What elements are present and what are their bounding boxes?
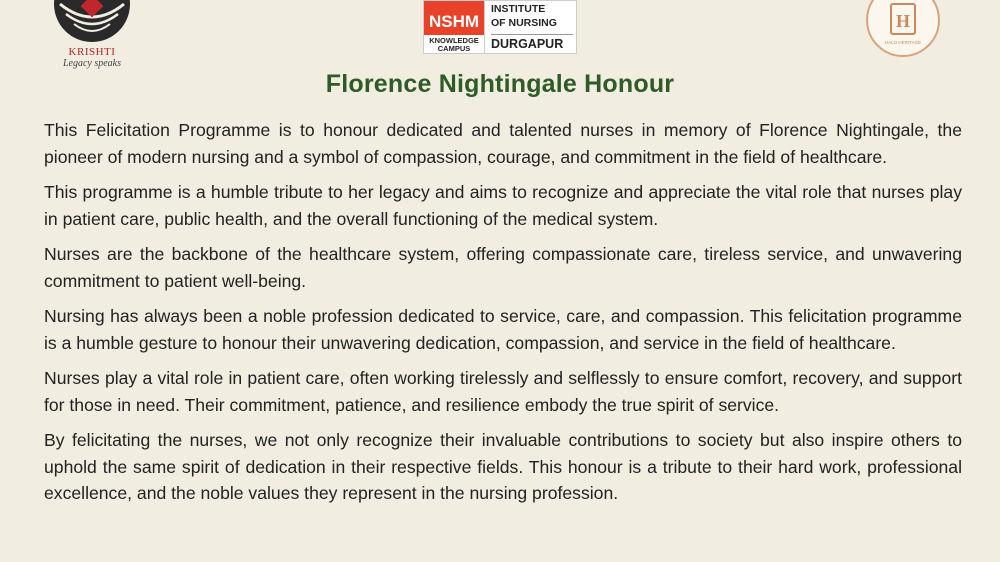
halo-heritage-emblem-icon	[858, 0, 948, 58]
halo-letter: H	[895, 11, 911, 31]
paragraph-4: Nursing has always been a noble profession dedicated to service, care, and compassion. This felicitation programme is a humble gesture to honour their unwavering dedication, compassion, and service in the field of healthcare.	[44, 306, 962, 353]
nshm-sub-line1: KNOWLEDGE	[429, 36, 479, 45]
halo-text: HALO HERITAGE	[884, 40, 922, 45]
nshm-sub-line2: CAMPUS	[437, 44, 471, 53]
krishti-name: KRISHTI	[68, 46, 116, 58]
paragraph-2: This programme is a humble tribute to her legacy and aims to recognize and appreciate the vital role that nurses play in patient care, public health, and the overall functioning of the medical system.	[44, 182, 962, 229]
institute-badge	[485, 0, 577, 54]
krishti-logo	[42, 0, 142, 72]
institute-city: DURGAPUR	[491, 34, 573, 51]
body-text	[44, 117, 962, 516]
paragraph-6: By felicitating the nurses, we not only recognize their invaluable contributions to society but also inspire others to uphold the same spirit of dedication in their respective fields. This honour is a tribute to their hard work, professional excellence, and the noble values they represent in the nursing profession.	[44, 430, 962, 503]
nshm-logo	[423, 0, 577, 54]
nshm-subtitle	[429, 37, 479, 53]
halo-heritage-logo	[858, 0, 948, 58]
institute-line2: OF NURSING	[491, 17, 557, 29]
institute-line1: INSTITUTE	[491, 3, 546, 15]
paragraph-3: Nurses are the backbone of the healthcare system, offering compassionate care, tireless service, and unwavering commitment to patient well-being.	[44, 244, 962, 291]
krishti-tagline: Legacy speaks	[62, 58, 122, 69]
page-title: Florence Nightingale Honour	[325, 70, 675, 98]
paragraph-5: Nurses play a vital role in patient care, often working tirelessly and selflessly to ensure comfort, recovery, and support for those in need. Their commitment, patience, and resilience embody the true spirit of service.	[44, 368, 962, 415]
krishti-emblem-icon	[52, 0, 132, 44]
paragraph-1: This Felicitation Programme is to honour dedicated and talented nurses in memory of Florence Nightingale, the pioneer of modern nursing and a symbol of compassion, courage, and commitment in the field of healthcare.	[44, 120, 962, 167]
nshm-badge	[423, 0, 485, 54]
nshm-label: NSHM	[424, 1, 484, 35]
